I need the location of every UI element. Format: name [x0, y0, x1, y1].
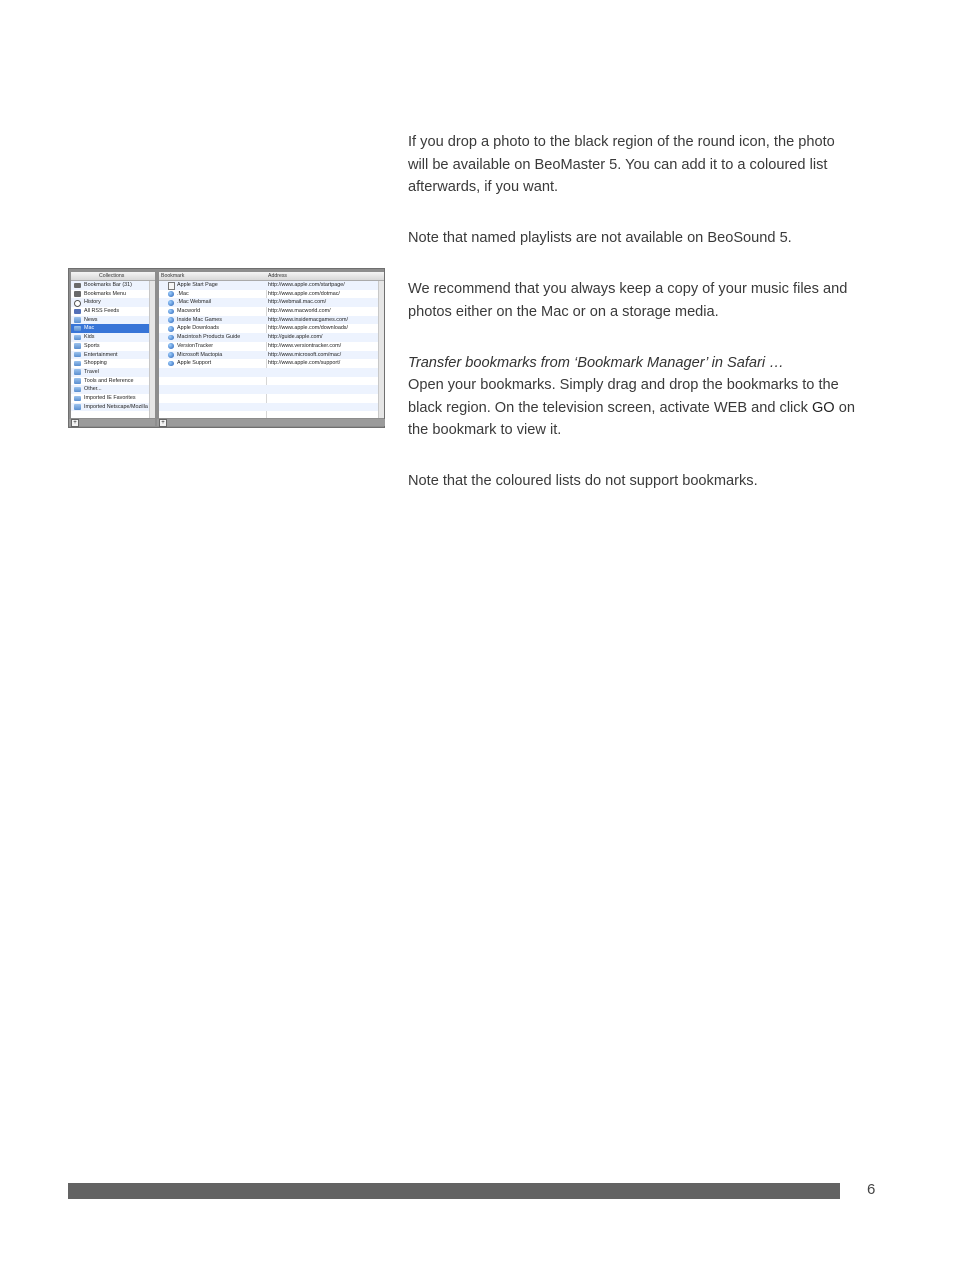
folder-icon [74, 352, 81, 357]
collection-label: Bookmarks Menu [84, 290, 126, 297]
collection-item[interactable] [71, 377, 155, 386]
paragraph-playlists-note: Note that named playlists are not available on BeoSound 5. [408, 230, 792, 246]
bookmark-address: http://www.macworld.com/ [268, 308, 331, 315]
go-keyword: GO [811, 399, 835, 416]
empty-row [159, 377, 384, 386]
bookmarks-footer [157, 419, 385, 426]
bookmarks-scrollbar[interactable] [378, 281, 384, 418]
bookmark-name: VersionTracker [177, 342, 214, 349]
bookmark-row[interactable] [159, 342, 384, 351]
collection-item[interactable] [71, 394, 155, 403]
collection-label: Kids [84, 334, 95, 341]
collection-item[interactable] [71, 281, 155, 290]
bookmark-address: http://www.microsoft.com/mac/ [268, 351, 342, 358]
empty-row [159, 385, 384, 394]
globe-icon [168, 361, 174, 367]
paragraph-backup-recommendation: We recommend that you always keep a copy of your music files and photos either on the Mac or on a storage media. [408, 281, 848, 320]
collection-item[interactable] [71, 351, 155, 360]
transfer-bookmarks-heading: Transfer bookmarks from ‘Bookmark Manager’ in Safari … [408, 354, 784, 371]
text-column [408, 131, 858, 493]
bookmark-address: http://www.insidemacgames.com/ [268, 316, 348, 323]
add-bookmark-button[interactable]: + [159, 419, 167, 427]
paragraph-photo-drop: If you drop a photo to the black region of the round icon, the photo will be available on BeoMaster 5. You can add it to a coloured list afterwards, if you want. [408, 134, 835, 195]
collection-item[interactable] [71, 385, 155, 394]
bookmark-name: Apple Downloads [177, 325, 219, 332]
collections-pane [71, 272, 155, 418]
rss-icon [74, 309, 81, 314]
collection-item[interactable] [71, 368, 155, 377]
collection-label: History [84, 299, 101, 306]
empty-row [159, 368, 384, 377]
collection-label: Other... [84, 386, 102, 393]
collection-label: Mac [84, 325, 95, 332]
collection-item[interactable] [71, 324, 155, 333]
bookmark-name: Inside Mac Games [177, 316, 222, 323]
collections-scrollbar[interactable] [149, 281, 155, 418]
clock-icon [74, 300, 81, 307]
collection-item[interactable] [71, 342, 155, 351]
bookmark-address: http://www.apple.com/dotmac/ [268, 290, 340, 297]
globe-icon [168, 300, 174, 306]
folder-icon [74, 378, 81, 383]
bookmark-column-header: Bookmark [161, 273, 185, 279]
bookmark-row[interactable] [159, 298, 384, 307]
collection-label: Travel [84, 368, 99, 375]
collection-item[interactable] [71, 307, 155, 316]
empty-row [159, 403, 384, 412]
collection-label: Entertainment [84, 351, 118, 358]
bookmark-manager-screenshot [68, 268, 385, 428]
globe-icon [168, 291, 174, 297]
address-column-header: Address [268, 273, 288, 279]
globe-icon [168, 317, 174, 323]
folder-icon [74, 404, 81, 409]
globe-icon [168, 343, 174, 349]
paragraph-transfer-bookmarks [408, 352, 858, 442]
collections-header[interactable]: Collections [71, 272, 155, 281]
empty-row [159, 394, 384, 403]
footer-bar [68, 1183, 840, 1199]
bookmark-address: http://www.apple.com/downloads/ [268, 325, 349, 332]
collection-item[interactable] [71, 403, 155, 412]
bookmarks-header[interactable] [159, 272, 384, 281]
collection-label: Sports [84, 342, 100, 349]
transfer-instructions-end: on the bookmark to view it. [408, 399, 855, 438]
folder-icon [74, 396, 81, 401]
collection-label: All RSS Feeds [84, 308, 120, 315]
bookmark-address: http://www.apple.com/startpage/ [268, 282, 345, 288]
bookmark-row[interactable] [159, 316, 384, 325]
bookmark-name: Macintosh Products Guide [177, 334, 241, 341]
folder-icon [74, 369, 81, 374]
collection-label: Tools and Reference [84, 377, 134, 384]
bookmark-name: Apple Start Page [177, 282, 218, 288]
folder-icon [74, 343, 81, 348]
collection-item[interactable] [71, 333, 155, 342]
collection-label: Shopping [84, 360, 107, 367]
collection-label: Bookmarks Bar (31) [84, 282, 132, 288]
bookmark-address: http://www.apple.com/support/ [268, 360, 341, 367]
bookmark-row[interactable] [159, 290, 384, 299]
globe-icon [168, 309, 174, 315]
folder-icon [74, 387, 81, 392]
bookmark-row[interactable] [159, 281, 384, 290]
add-collection-button[interactable]: + [71, 419, 79, 427]
bookmark-name: .Mac Webmail [177, 299, 212, 306]
bookmark-row[interactable] [159, 307, 384, 316]
collection-label: News [84, 316, 98, 323]
bar-icon [74, 283, 81, 288]
folder-icon [74, 361, 81, 366]
bookmark-name: Microsoft Mactopia [177, 351, 223, 358]
folder-icon [74, 317, 81, 322]
bookmarks-pane [159, 272, 384, 418]
globe-icon [168, 326, 174, 332]
globe-icon [168, 352, 174, 358]
bookmark-address: http://webmail.mac.com/ [268, 299, 327, 306]
bookmark-name: Apple Support [177, 360, 212, 367]
bookmark-row[interactable] [159, 324, 384, 333]
bookmark-row[interactable] [159, 359, 384, 368]
collections-footer [69, 419, 155, 426]
page-number: 6 [867, 1181, 876, 1198]
menu-icon [74, 291, 81, 296]
bookmark-row[interactable] [159, 351, 384, 360]
bookmark-name: .Mac [177, 290, 189, 297]
collection-item[interactable] [71, 290, 155, 299]
folder-icon [74, 326, 81, 331]
collection-label: Imported IE Favorites [84, 394, 136, 401]
collection-item[interactable] [71, 359, 155, 368]
bookmark-address: http://guide.apple.com/ [268, 334, 323, 341]
collection-label: Imported Netscape/Mozilla [84, 403, 148, 410]
globe-icon [168, 335, 174, 341]
transfer-instructions-start: Open your bookmarks. Simply drag and drop the bookmarks to the black region. On the television screen, activate WEB and click [408, 377, 839, 416]
bookmark-name: Macworld [177, 308, 201, 315]
paragraph-coloured-lists-note: Note that the coloured lists do not support bookmarks. [408, 473, 758, 489]
bookmark-address: http://www.versiontracker.com/ [268, 342, 342, 349]
collection-item[interactable] [71, 316, 155, 325]
folder-icon [74, 335, 81, 340]
collection-item[interactable] [71, 298, 155, 307]
bookmark-row[interactable] [159, 333, 384, 342]
